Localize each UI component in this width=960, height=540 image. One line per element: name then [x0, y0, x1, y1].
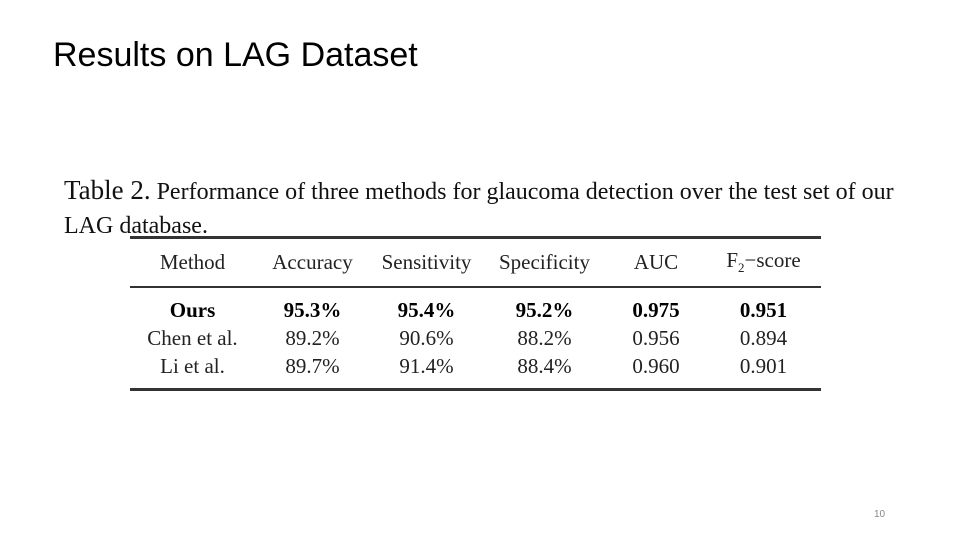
cell-specificity: 95.2%: [515, 297, 574, 322]
results-table: [130, 236, 821, 391]
table-row: [130, 324, 821, 352]
header-f2-subscript: 2: [738, 260, 745, 276]
table-row: [130, 352, 821, 390]
header-f2-score: [706, 238, 821, 288]
page-number: 10: [874, 509, 886, 520]
header-method: Method: [130, 238, 255, 288]
table-row: [130, 287, 821, 324]
cell-auc: 0.960: [632, 353, 680, 378]
header-auc: AUC: [606, 238, 706, 288]
header-f2-prefix: F: [726, 248, 739, 273]
cell-specificity: 88.4%: [517, 353, 572, 378]
table-header-row: [130, 238, 821, 288]
cell-f2-score: 0.901: [739, 353, 788, 378]
header-sensitivity: Sensitivity: [370, 238, 483, 288]
header-f2-suffix: −score: [744, 248, 801, 273]
cell-sensitivity: 95.4%: [397, 297, 456, 322]
cell-auc: 0.956: [632, 325, 680, 350]
cell-auc: 0.975: [632, 297, 680, 322]
cell-accuracy: 95.3%: [283, 297, 342, 322]
cell-f2-score: 0.951: [739, 297, 788, 322]
results-table-container: [130, 236, 821, 391]
cell-method: Chen et al.: [147, 325, 238, 350]
cell-accuracy: 89.2%: [285, 325, 340, 350]
cell-method: Ours: [169, 297, 216, 322]
table-caption-text: Performance of three methods for glaucoma detection over the test set of our LAG database.: [64, 179, 894, 239]
table-caption-lead: Table 2.: [64, 175, 151, 205]
header-accuracy: Accuracy: [255, 238, 370, 288]
slide-title: Results on LAG Dataset: [53, 36, 418, 74]
cell-specificity: 88.2%: [517, 325, 572, 350]
header-specificity: Specificity: [483, 238, 606, 288]
cell-sensitivity: 91.4%: [399, 353, 454, 378]
table-caption: [64, 173, 904, 243]
cell-method: Li et al.: [160, 353, 225, 378]
cell-f2-score: 0.894: [739, 325, 788, 350]
cell-accuracy: 89.7%: [285, 353, 340, 378]
cell-sensitivity: 90.6%: [399, 325, 454, 350]
